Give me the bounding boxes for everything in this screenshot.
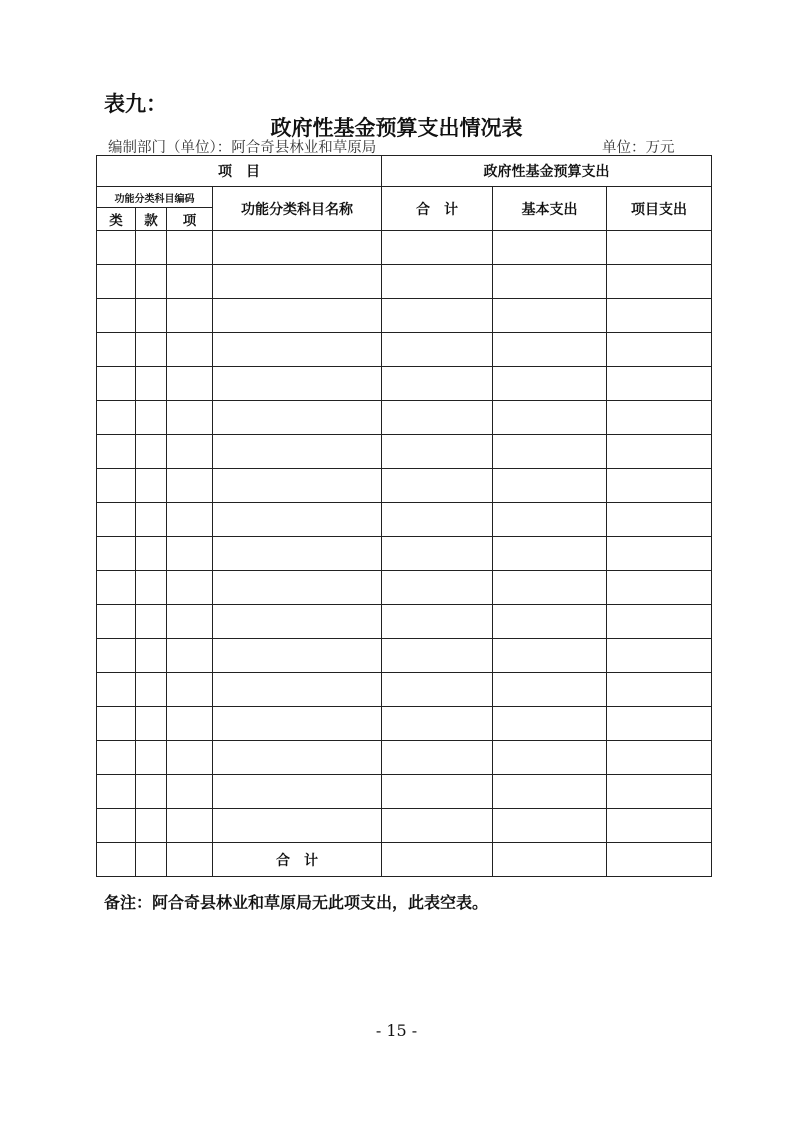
table-row [97,231,712,265]
table-cell [136,639,167,673]
table-cell [493,775,607,809]
table-cell [136,605,167,639]
table-row [97,673,712,707]
basic-expenditure-header: 基本支出 [493,187,607,231]
table-row [97,707,712,741]
footnote: 备注：阿合奇县林业和草原局无此项支出，此表空表。 [104,893,489,912]
table-cell [213,571,382,605]
table-cell [607,401,712,435]
table-cell [493,605,607,639]
table-cell [607,775,712,809]
table-cell [136,571,167,605]
total-cell-sum [382,843,493,877]
table-cell [136,537,167,571]
table-cell [607,469,712,503]
table-cell [136,775,167,809]
table-cell [167,673,213,707]
table-cell [97,571,136,605]
table-cell [167,809,213,843]
table-cell [136,265,167,299]
table-cell [213,741,382,775]
table-cell [213,265,382,299]
table-cell [167,231,213,265]
table-cell [382,367,493,401]
table-row [97,741,712,775]
table-cell [607,503,712,537]
table-cell [167,571,213,605]
table-row [97,401,712,435]
total-cell-item [167,843,213,877]
table-cell [493,401,607,435]
table-cell [136,503,167,537]
table-row [97,435,712,469]
table-cell [607,809,712,843]
table-cell [607,605,712,639]
table-body [97,231,712,843]
table-row [97,639,712,673]
table-cell [607,707,712,741]
name-header: 功能分类科目名称 [213,187,382,231]
code-section-header: 款 [136,208,167,231]
table-row [97,367,712,401]
table-cell [213,707,382,741]
table-cell [607,741,712,775]
table-cell [213,435,382,469]
table-cell [213,809,382,843]
table-cell [382,299,493,333]
table-cell [97,265,136,299]
table-cell [136,741,167,775]
table-cell [213,231,382,265]
table-cell [167,469,213,503]
page-number: - 15 - [375,1021,418,1040]
table-cell [167,775,213,809]
table-row [97,333,712,367]
budget-expenditure-table [96,155,712,877]
table-cell [97,707,136,741]
table-cell [607,435,712,469]
table-cell [167,333,213,367]
table-cell [382,537,493,571]
table-cell [97,299,136,333]
table-cell [493,469,607,503]
table-cell [382,333,493,367]
table-cell [213,537,382,571]
table-cell [382,401,493,435]
table-cell [213,367,382,401]
total-column-header: 合 计 [382,187,493,231]
table-cell [213,775,382,809]
total-row-label: 合 计 [213,843,382,877]
table-cell [493,639,607,673]
unit-label: 单位：万元 [602,140,675,156]
table-row [97,809,712,843]
code-class-header: 类 [97,208,136,231]
total-cell-project [607,843,712,877]
table-cell [213,673,382,707]
table-row [97,775,712,809]
table-cell [382,809,493,843]
table-cell [167,401,213,435]
table-cell [136,809,167,843]
table-cell [493,299,607,333]
table-cell [136,231,167,265]
table-cell [167,537,213,571]
table-cell [382,503,493,537]
total-cell-class [97,843,136,877]
document-title: 政府性基金预算支出情况表 [270,116,523,140]
table-cell [493,333,607,367]
table-cell [493,537,607,571]
table-cell [213,333,382,367]
table-cell [382,265,493,299]
table-row [97,503,712,537]
table-cell [167,435,213,469]
table-cell [607,367,712,401]
table-cell [607,333,712,367]
table-cell [382,673,493,707]
table-cell [97,401,136,435]
table-cell [97,503,136,537]
table-cell [167,707,213,741]
table-cell [97,639,136,673]
table-cell [607,265,712,299]
table-cell [493,741,607,775]
total-row [97,843,712,877]
table-cell [97,231,136,265]
table-number: 表九： [104,92,167,116]
table-cell [213,639,382,673]
table-row [97,605,712,639]
table-cell [607,639,712,673]
table-row [97,469,712,503]
table-cell [136,333,167,367]
table-cell [136,367,167,401]
table-cell [213,299,382,333]
table-cell [213,469,382,503]
table-cell [167,367,213,401]
table-cell [607,571,712,605]
table-cell [213,401,382,435]
table-cell [493,571,607,605]
table-cell [136,299,167,333]
department-label: 编制部门（单位）：阿合奇县林业和草原局 [108,140,377,156]
table-cell [382,469,493,503]
table-cell [97,367,136,401]
project-expenditure-header: 项目支出 [607,187,712,231]
table-cell [382,775,493,809]
table-cell [607,537,712,571]
table-cell [97,469,136,503]
table-cell [493,265,607,299]
table-cell [607,299,712,333]
table-row [97,265,712,299]
table-cell [607,673,712,707]
table-cell [382,741,493,775]
table-cell [167,741,213,775]
table-cell [97,741,136,775]
table-cell [493,435,607,469]
table-cell [382,231,493,265]
table-cell [213,605,382,639]
table-cell [493,707,607,741]
table-cell [97,537,136,571]
table-cell [167,299,213,333]
table-cell [136,469,167,503]
table-cell [493,673,607,707]
table-cell [136,673,167,707]
total-cell-section [136,843,167,877]
table-cell [382,639,493,673]
table-cell [97,435,136,469]
table-row [97,537,712,571]
code-header: 功能分类科目编码 [97,187,213,208]
table-cell [493,503,607,537]
table-cell [213,503,382,537]
table-cell [607,231,712,265]
table-cell [167,639,213,673]
table-cell [136,707,167,741]
total-cell-basic [493,843,607,877]
table-row [97,571,712,605]
table-cell [97,775,136,809]
table-cell [382,571,493,605]
project-header: 项 目 [97,156,382,187]
table-cell [136,435,167,469]
table-cell [382,707,493,741]
code-item-header: 项 [167,208,213,231]
table-cell [136,401,167,435]
table-cell [382,605,493,639]
table-cell [493,367,607,401]
table-cell [167,605,213,639]
table-cell [493,231,607,265]
table-cell [167,503,213,537]
table-cell [97,809,136,843]
table-cell [97,673,136,707]
table-cell [493,809,607,843]
table-row [97,299,712,333]
table-cell [97,605,136,639]
budget-header: 政府性基金预算支出 [382,156,712,187]
table-cell [167,265,213,299]
table-cell [382,435,493,469]
table-cell [97,333,136,367]
